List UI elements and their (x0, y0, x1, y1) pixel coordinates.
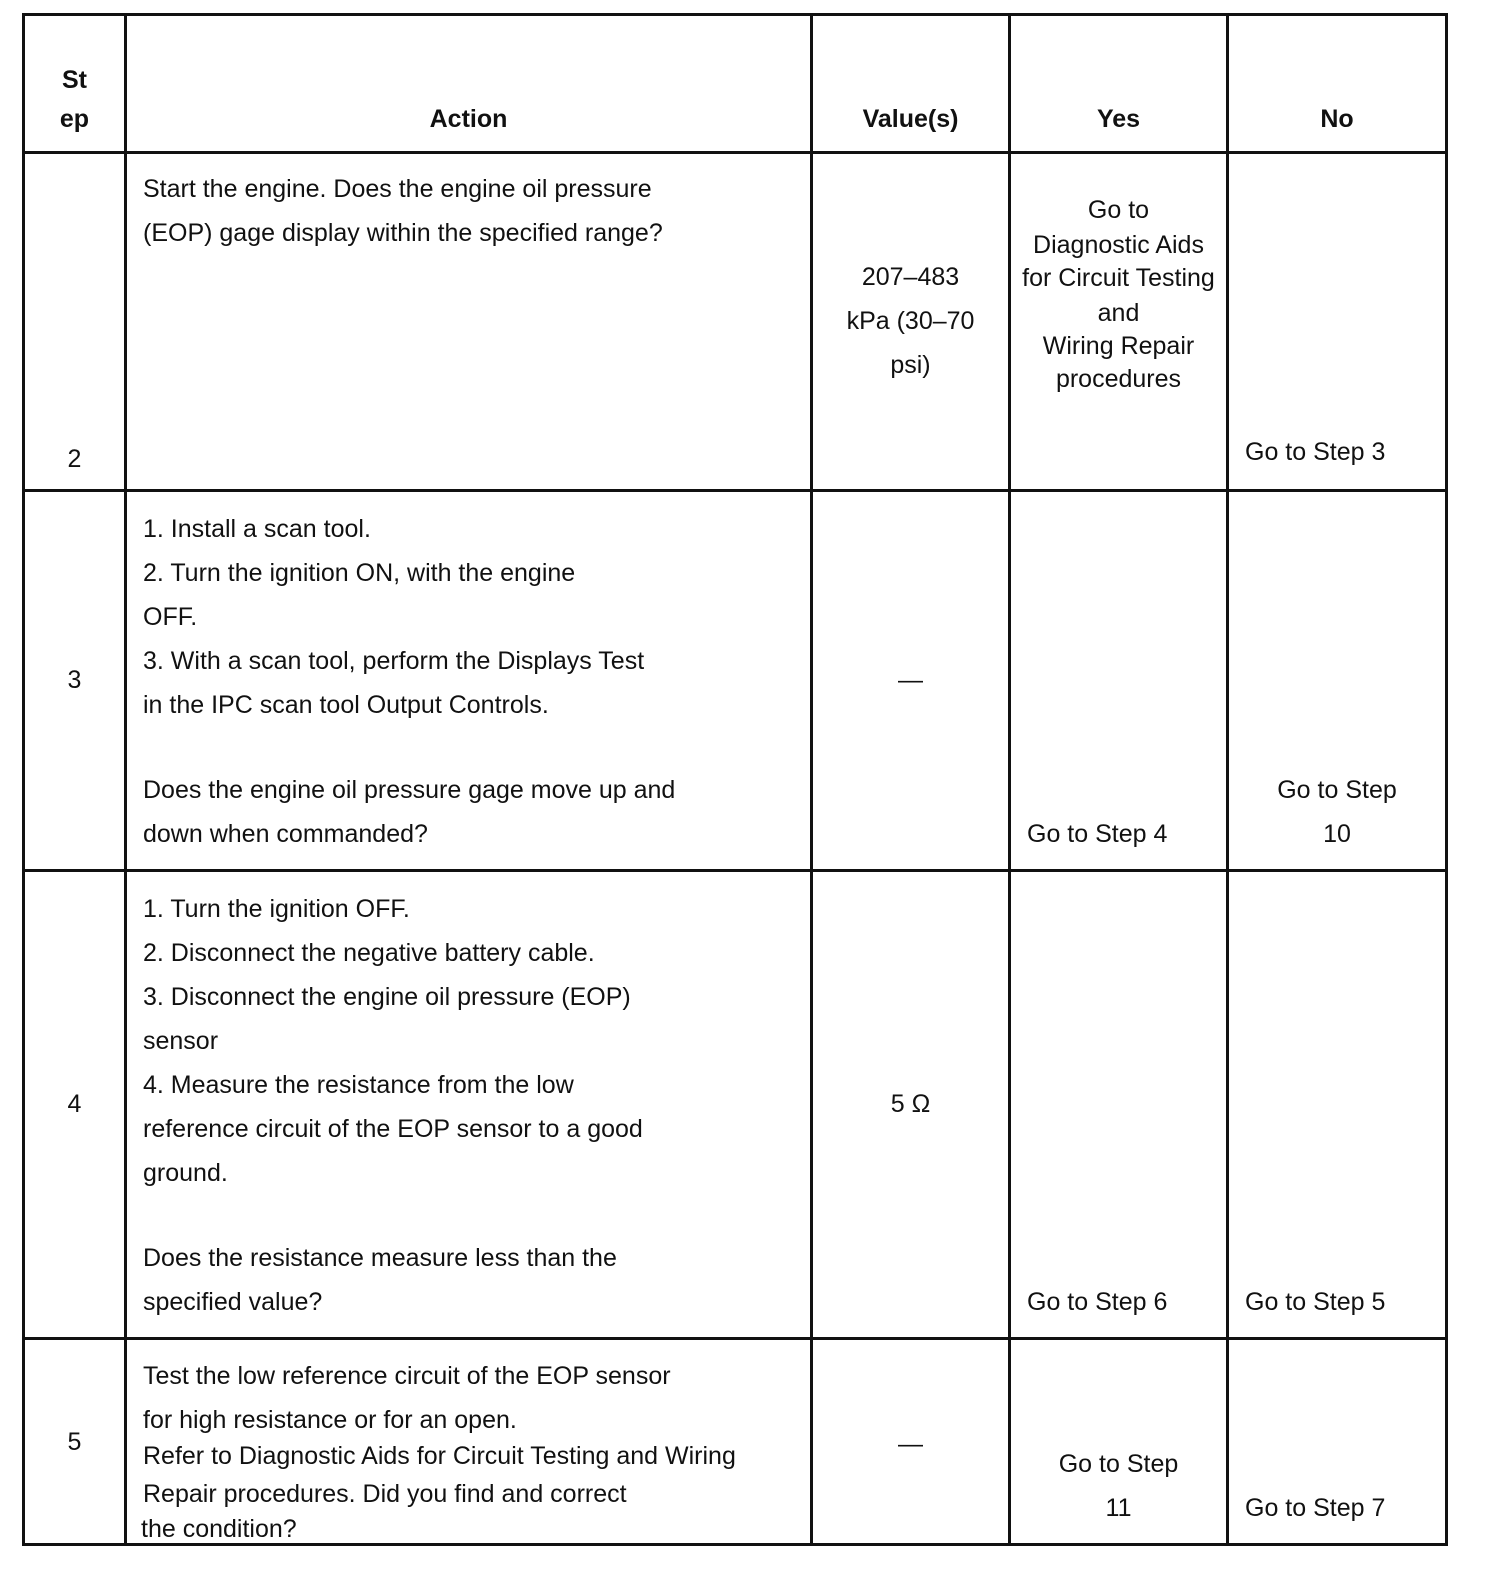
yes-line: Wiring Repair (1042, 332, 1195, 360)
header-values: Value(s) (812, 15, 1010, 153)
yes-line: and (1097, 299, 1140, 327)
action-line: in the IPC scan tool Output Controls. (143, 691, 549, 719)
no-line: 10 (1323, 820, 1351, 848)
yes-line: Go to (1087, 196, 1150, 224)
value-line: — (898, 666, 923, 694)
yes-line: procedures (1055, 365, 1182, 393)
action-line: 1. Install a scan tool. (143, 515, 371, 543)
no-cell (1228, 1339, 1447, 1545)
yes-line: Go to Step 4 (1027, 820, 1168, 848)
action-line: 3. With a scan tool, perform the Displays Test (143, 647, 645, 675)
action-line: for high resistance or for an open. (143, 1406, 517, 1434)
action-line: Start the engine. Does the engine oil pressure (143, 175, 652, 203)
table-row (24, 153, 1447, 491)
action-line: the condition? (141, 1515, 297, 1543)
header-step-line1: St (62, 66, 87, 94)
header-step (24, 15, 126, 153)
no-cell (1228, 491, 1447, 871)
header-row (24, 15, 1447, 153)
yes-line: Go to Step (1058, 1450, 1179, 1478)
no-line: Go to Step 3 (1245, 438, 1386, 466)
no-line: Go to Step (1277, 776, 1397, 804)
step-number: 4 (67, 1090, 82, 1118)
action-line: 2. Turn the ignition ON, with the engine (143, 559, 576, 587)
value-cell (812, 1339, 1010, 1545)
header-no: No (1228, 15, 1447, 153)
yes-line: 11 (1105, 1494, 1132, 1522)
header-step-line2: ep (59, 105, 90, 133)
yes-cell (1010, 1339, 1228, 1545)
step-number: 3 (67, 666, 82, 694)
step-number: 5 (67, 1428, 82, 1456)
action-cell (126, 1339, 812, 1545)
step-cell (24, 153, 126, 491)
action-line: Does the engine oil pressure gage move up and (143, 776, 676, 804)
step-cell (24, 1339, 126, 1545)
yes-line: for Circuit Testing (1022, 264, 1215, 292)
value-cell (812, 491, 1010, 871)
action-line: specified value? (143, 1288, 323, 1316)
header-action: Action (126, 15, 812, 153)
action-line: (EOP) gage display within the specified range? (143, 219, 663, 247)
action-line: Test the low reference circuit of the EOP sensor (143, 1362, 671, 1390)
action-line: Refer to Diagnostic Aids for Circuit Testing and Wiring (143, 1442, 736, 1470)
value-line: — (898, 1430, 923, 1458)
diagnostic-table (22, 13, 1448, 1546)
no-line: Go to Step 7 (1245, 1494, 1386, 1522)
action-line: Repair procedures. Did you find and correct (143, 1480, 627, 1508)
action-line: 1. Turn the ignition OFF. (143, 895, 410, 923)
action-line: OFF. (143, 603, 198, 631)
yes-cell (1010, 491, 1228, 871)
table-row (24, 871, 1447, 1339)
action-line: down when commanded? (143, 820, 428, 848)
action-line: 3. Disconnect the engine oil pressure (EOP) (143, 983, 631, 1011)
action-line: sensor (143, 1027, 219, 1055)
value-line: kPa (30–70 (846, 307, 975, 335)
action-cell (126, 871, 812, 1339)
action-cell (126, 491, 812, 871)
step-number: 2 (67, 445, 82, 473)
no-line: Go to Step 5 (1245, 1288, 1386, 1316)
action-line: ground. (143, 1159, 228, 1187)
yes-line: Diagnostic Aids (1033, 231, 1204, 259)
yes-line: Go to Step 6 (1027, 1288, 1168, 1316)
table-row (24, 1339, 1447, 1545)
value-line: psi) (890, 351, 931, 379)
step-cell (24, 491, 126, 871)
no-cell (1228, 871, 1447, 1339)
value-line: 5 Ω (890, 1090, 931, 1118)
yes-cell (1010, 871, 1228, 1339)
table-row (24, 491, 1447, 871)
step-cell (24, 871, 126, 1339)
value-line: 207–483 (861, 263, 960, 291)
no-cell (1228, 153, 1447, 491)
value-cell (812, 871, 1010, 1339)
action-cell (126, 153, 812, 491)
value-cell (812, 153, 1010, 491)
yes-cell (1010, 153, 1228, 491)
action-line: reference circuit of the EOP sensor to a good (143, 1115, 643, 1143)
header-yes: Yes (1010, 15, 1228, 153)
action-line: Does the resistance measure less than the (143, 1244, 617, 1272)
action-line: 2. Disconnect the negative battery cable. (143, 939, 595, 967)
action-line: 4. Measure the resistance from the low (143, 1071, 574, 1099)
